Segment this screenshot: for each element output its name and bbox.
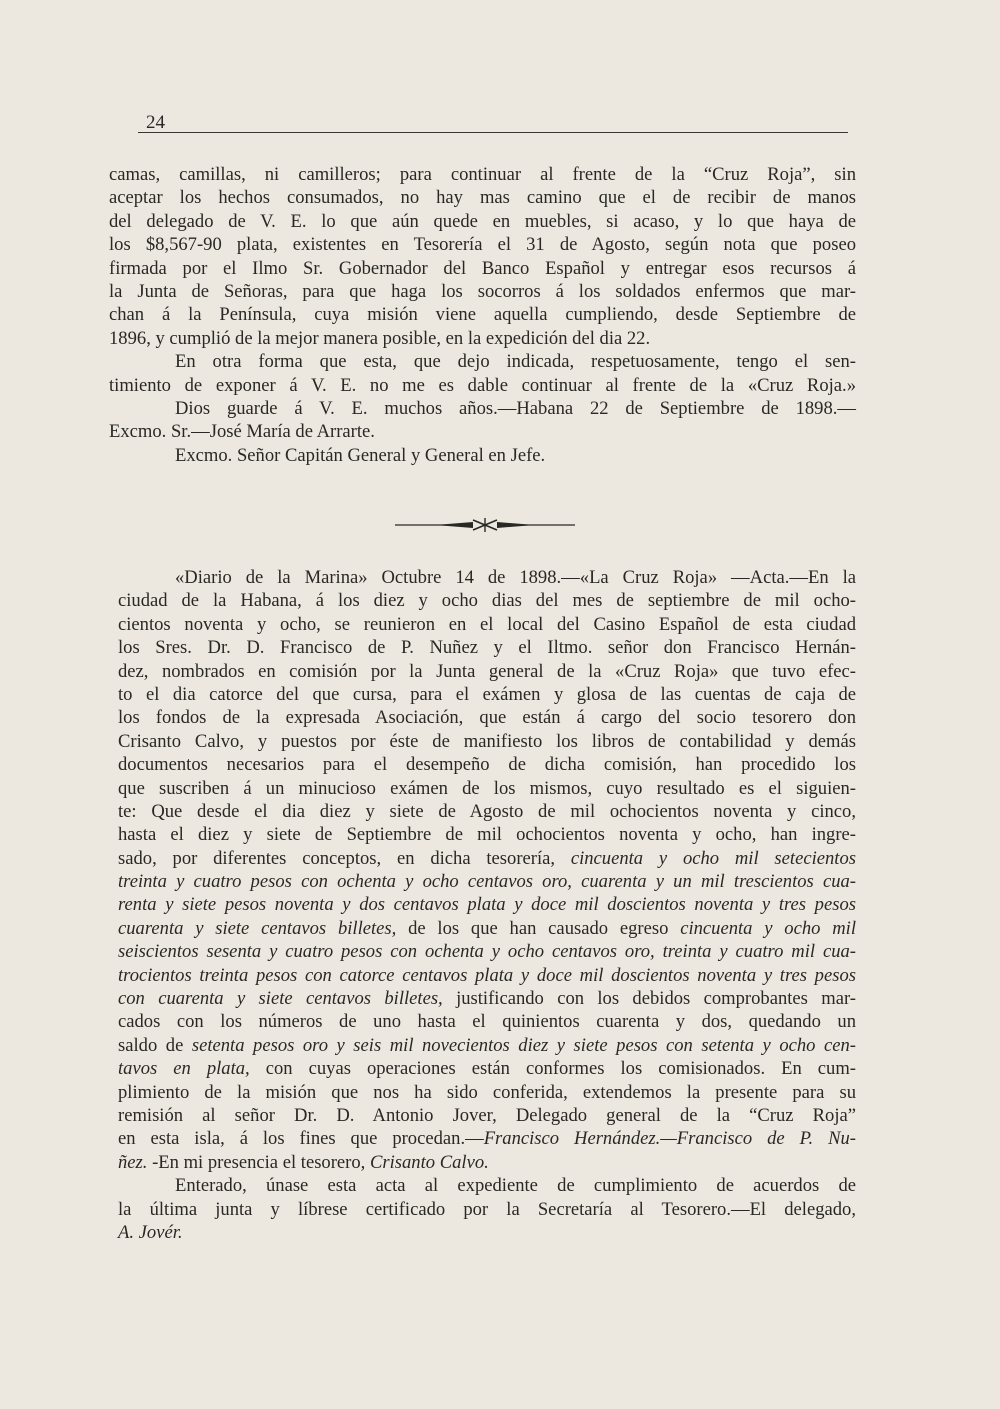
text-line: aceptar los hechos consumados, no hay mas camino que el de recibir de manos <box>109 187 856 209</box>
text-line: renta y siete pesos noventa y dos centavos plata y doce mil doscientos noventa y tres pesos <box>118 894 856 916</box>
text-line: que suscriben á un minucioso exámen de los mismos, cuyo resultado es el siguien- <box>118 777 856 799</box>
text-line: cuarenta y siete centavos billetes, de los que han causado egreso cincuenta y ocho mil <box>118 917 856 939</box>
text-line: del delegado de V. E. lo que aún quede en muebles, si acaso, y lo que haya de <box>109 210 856 232</box>
text-line: hasta el diez y siete de Septiembre de mil ochocientos noventa y ocho, han ingre- <box>118 824 856 846</box>
page-number: 24 <box>146 112 165 133</box>
text-line: remisión al señor Dr. D. Antonio Jover, Delegado general de la “Cruz Roja” <box>118 1104 856 1126</box>
text-line: En otra forma que esta, que dejo indicada, respetuosamente, tengo el sen- <box>175 351 856 373</box>
text-line: seiscientos sesenta y cuatro pesos con ochenta y ocho centavos oro, treinta y cuatro mil cua- <box>118 941 856 963</box>
text-line: saldo de setenta pesos oro y seis mil novecientos diez y siete pesos con setenta y ocho cen- <box>118 1034 856 1056</box>
text-line: sado, por diferentes conceptos, en dicha tesorería, cincuenta y ocho mil setecientos <box>118 847 856 869</box>
text-line: camas, camillas, ni camilleros; para continuar al frente de la “Cruz Roja”, sin <box>109 164 856 185</box>
text-line: dez, nombrados en comisión por la Junta general de la «Cruz Roja» que tuvo efec- <box>118 660 856 682</box>
text-line: con cuarenta y siete centavos billetes, justificando con los debidos comprobantes mar- <box>118 988 856 1010</box>
letter-body <box>109 163 856 467</box>
signature-line: Excmo. Sr.—José María de Arrarte. <box>109 421 375 443</box>
text-line: Enterado, únase esta acta al expediente de cumplimiento de acuerdos de <box>175 1175 856 1197</box>
text-line: to el dia catorce del que cursa, para el exámen y glosa de las cuentas de caja de <box>118 683 856 705</box>
text-line: chan á la Península, cuya misión viene aquella cumpliendo, desde Septiembre de <box>109 304 856 326</box>
ornament-divider-icon <box>395 517 575 533</box>
text-line: en esta isla, á los fines que procedan.—Francisco Hernández.—Francisco de P. Nu- <box>118 1128 856 1150</box>
signature-line: A. Jovér. <box>118 1221 183 1243</box>
text-line: los $8,567-90 plata, existentes en Tesorería el 31 de Agosto, según nota que poseo <box>109 234 856 256</box>
text-line: documentos necesarios para el desempeño de dicha comisión, han procedido los <box>118 754 856 776</box>
text-line: timiento de exponer á V. E. no me es dable continuar al frente de la «Cruz Roja.» <box>109 374 856 396</box>
header-rule <box>138 132 848 133</box>
text-line: los fondos de la expresada Asociación, que están á cargo del socio tesorero don <box>118 707 856 729</box>
acta-body <box>109 566 856 1244</box>
text-line: ciudad de la Habana, á los diez y ocho dias del mes de septiembre de mil ocho- <box>118 590 856 612</box>
text-line: los Sres. Dr. D. Francisco de P. Nuñez y el Iltmo. señor don Francisco Hernán- <box>118 637 856 659</box>
text-line: Crisanto Calvo, y puestos por éste de manifiesto los libros de contabilidad y demás <box>118 730 856 752</box>
text-line: plimiento de la misión que nos ha sido conferida, extendemos la presente para su <box>118 1081 856 1103</box>
text-line: ñez. -En mi presencia el tesorero, Crisanto Calvo. <box>118 1151 489 1173</box>
text-line: trocientos treinta pesos con catorce centavos plata y doce mil doscientos noventa y tres pesos <box>118 964 856 986</box>
text-line: tavos en plata, con cuyas operaciones están conformes los comisionados. En cum- <box>118 1058 856 1080</box>
text-line: «Diario de la Marina» Octubre 14 de 1898.—«La Cruz Roja» —Acta.—En la <box>175 567 856 588</box>
text-line: 1896, y cumplió de la mejor manera posible, en la expedición del dia 22. <box>109 327 651 349</box>
text-line: Dios guarde á V. E. muchos años.—Habana 22 de Septiembre de 1898.— <box>175 397 856 419</box>
text-line: te: Que desde el dia diez y siete de Agosto de mil ochocientos noventa y cinco, <box>118 800 856 822</box>
text-line: firmada por el Ilmo Sr. Gobernador del Banco Español y entregar esos recursos á <box>109 257 856 279</box>
text-line: la Junta de Señoras, para que haga los socorros á los soldados enfermos que mar- <box>109 280 856 302</box>
text-line: treinta y cuatro pesos con ochenta y ocho centavos oro, cuarenta y un mil trescientos cua- <box>118 871 856 893</box>
text-line: cientos noventa y ocho, se reunieron en el local del Casino Español de esta ciudad <box>118 613 856 635</box>
text-line: la última junta y líbrese certificado por la Secretaría al Tesorero.—El delegado, <box>118 1198 856 1220</box>
addressee-line: Excmo. Señor Capitán General y General en Jefe. <box>175 444 546 466</box>
text-line: cados con los números de uno hasta el quinientos cuarenta y dos, quedando un <box>118 1011 856 1033</box>
